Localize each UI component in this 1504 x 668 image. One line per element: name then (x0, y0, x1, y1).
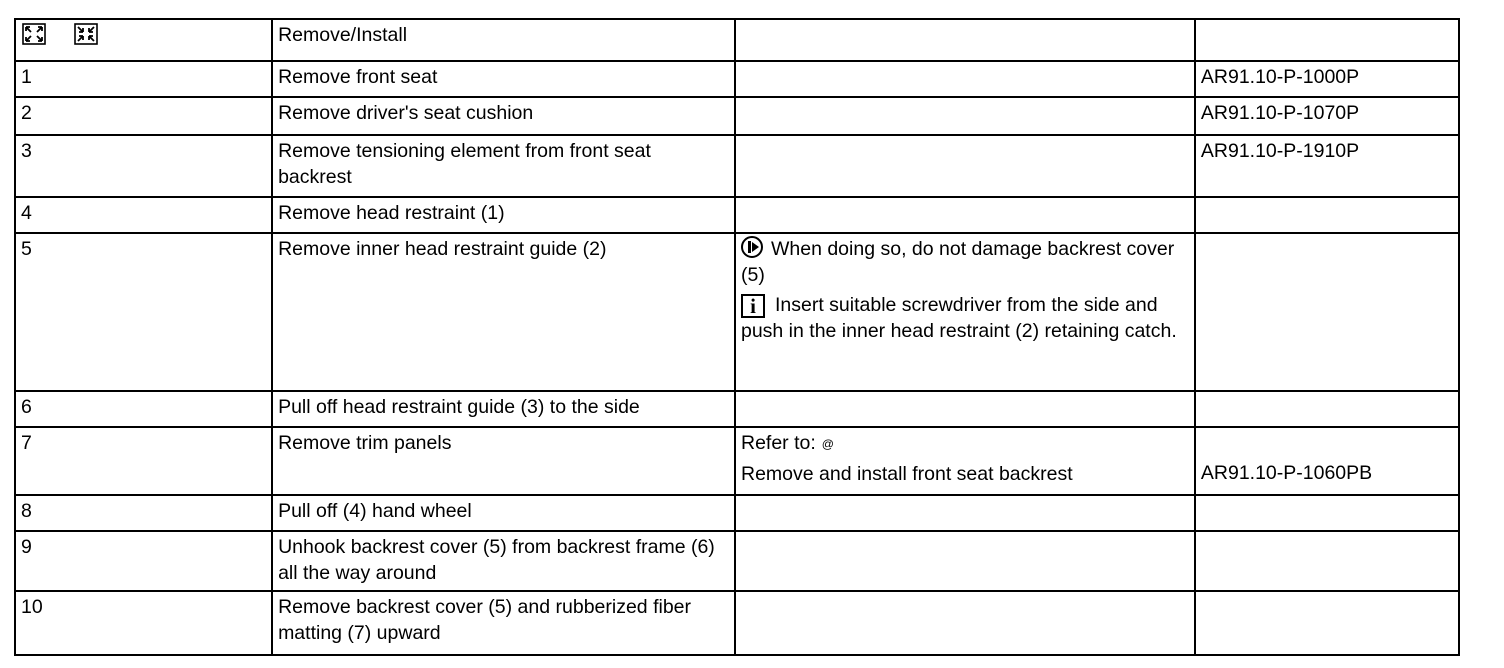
step-number: 10 (15, 591, 272, 655)
step-text: Remove head restraint (1) (272, 197, 735, 233)
procedure-table (14, 18, 1460, 656)
step-reference-link[interactable]: AR91.10-P-1060PB (1200, 462, 1373, 484)
step-number: 2 (15, 97, 272, 135)
step-number: 5 (15, 233, 272, 391)
table-row (15, 61, 1459, 97)
step-text: Remove front seat (272, 61, 735, 97)
caution-note (741, 236, 1188, 288)
table-row (15, 197, 1459, 233)
step-refer (735, 427, 1195, 495)
step-number: 9 (15, 531, 272, 591)
step-text: Remove inner head restraint guide (2) (272, 233, 735, 391)
table-row (15, 427, 1459, 495)
table-row (15, 135, 1459, 197)
table-row (15, 391, 1459, 427)
step-text: Pull off (4) hand wheel (272, 495, 735, 531)
table-header-row (15, 19, 1459, 61)
step-number: 6 (15, 391, 272, 427)
step-text: Remove backrest cover (5) and rubberized fiber matting (7) upward (272, 591, 735, 655)
step-number: 4 (15, 197, 272, 233)
step-notes (735, 233, 1195, 391)
table-row (15, 233, 1459, 391)
collapse-icon[interactable] (74, 23, 98, 52)
step-text: Remove driver's seat cushion (272, 97, 735, 135)
table-row (15, 531, 1459, 591)
step-text: Unhook backrest cover (5) from backrest frame (6) all the way around (272, 531, 735, 591)
step-text: Remove trim panels (272, 427, 735, 495)
step-number: 7 (15, 427, 272, 495)
step-reference-link[interactable]: AR91.10-P-1910P (1195, 135, 1459, 197)
web-link-icon[interactable]: @ (821, 437, 834, 451)
info-note (741, 292, 1188, 344)
table-row (15, 591, 1459, 655)
header-title: Remove/Install (272, 19, 735, 61)
step-reference-link[interactable]: AR91.10-P-1000P (1195, 61, 1459, 97)
expand-icon[interactable] (22, 23, 46, 52)
table-row (15, 495, 1459, 531)
step-number: 8 (15, 495, 272, 531)
step-text: Pull off head restraint guide (3) to the side (272, 391, 735, 427)
refer-document-title[interactable]: Remove and install front seat backrest (740, 463, 1073, 485)
step-reference-cell (1195, 427, 1459, 495)
step-number: 1 (15, 61, 272, 97)
table-row (15, 97, 1459, 135)
hint-icon (741, 236, 763, 258)
step-number: 3 (15, 135, 272, 197)
refer-to-label: Refer to: (740, 432, 816, 454)
step-reference-link[interactable]: AR91.10-P-1070P (1195, 97, 1459, 135)
caution-note-text: When doing so, do not damage backrest cover (5) (740, 238, 1175, 286)
info-icon: i (741, 294, 765, 318)
info-note-text: Insert suitable screwdriver from the side and push in the inner head restraint (2) retaining catch. (740, 294, 1177, 342)
step-text: Remove tensioning element from front seat backrest (272, 135, 735, 197)
header-icons-cell (15, 19, 272, 61)
